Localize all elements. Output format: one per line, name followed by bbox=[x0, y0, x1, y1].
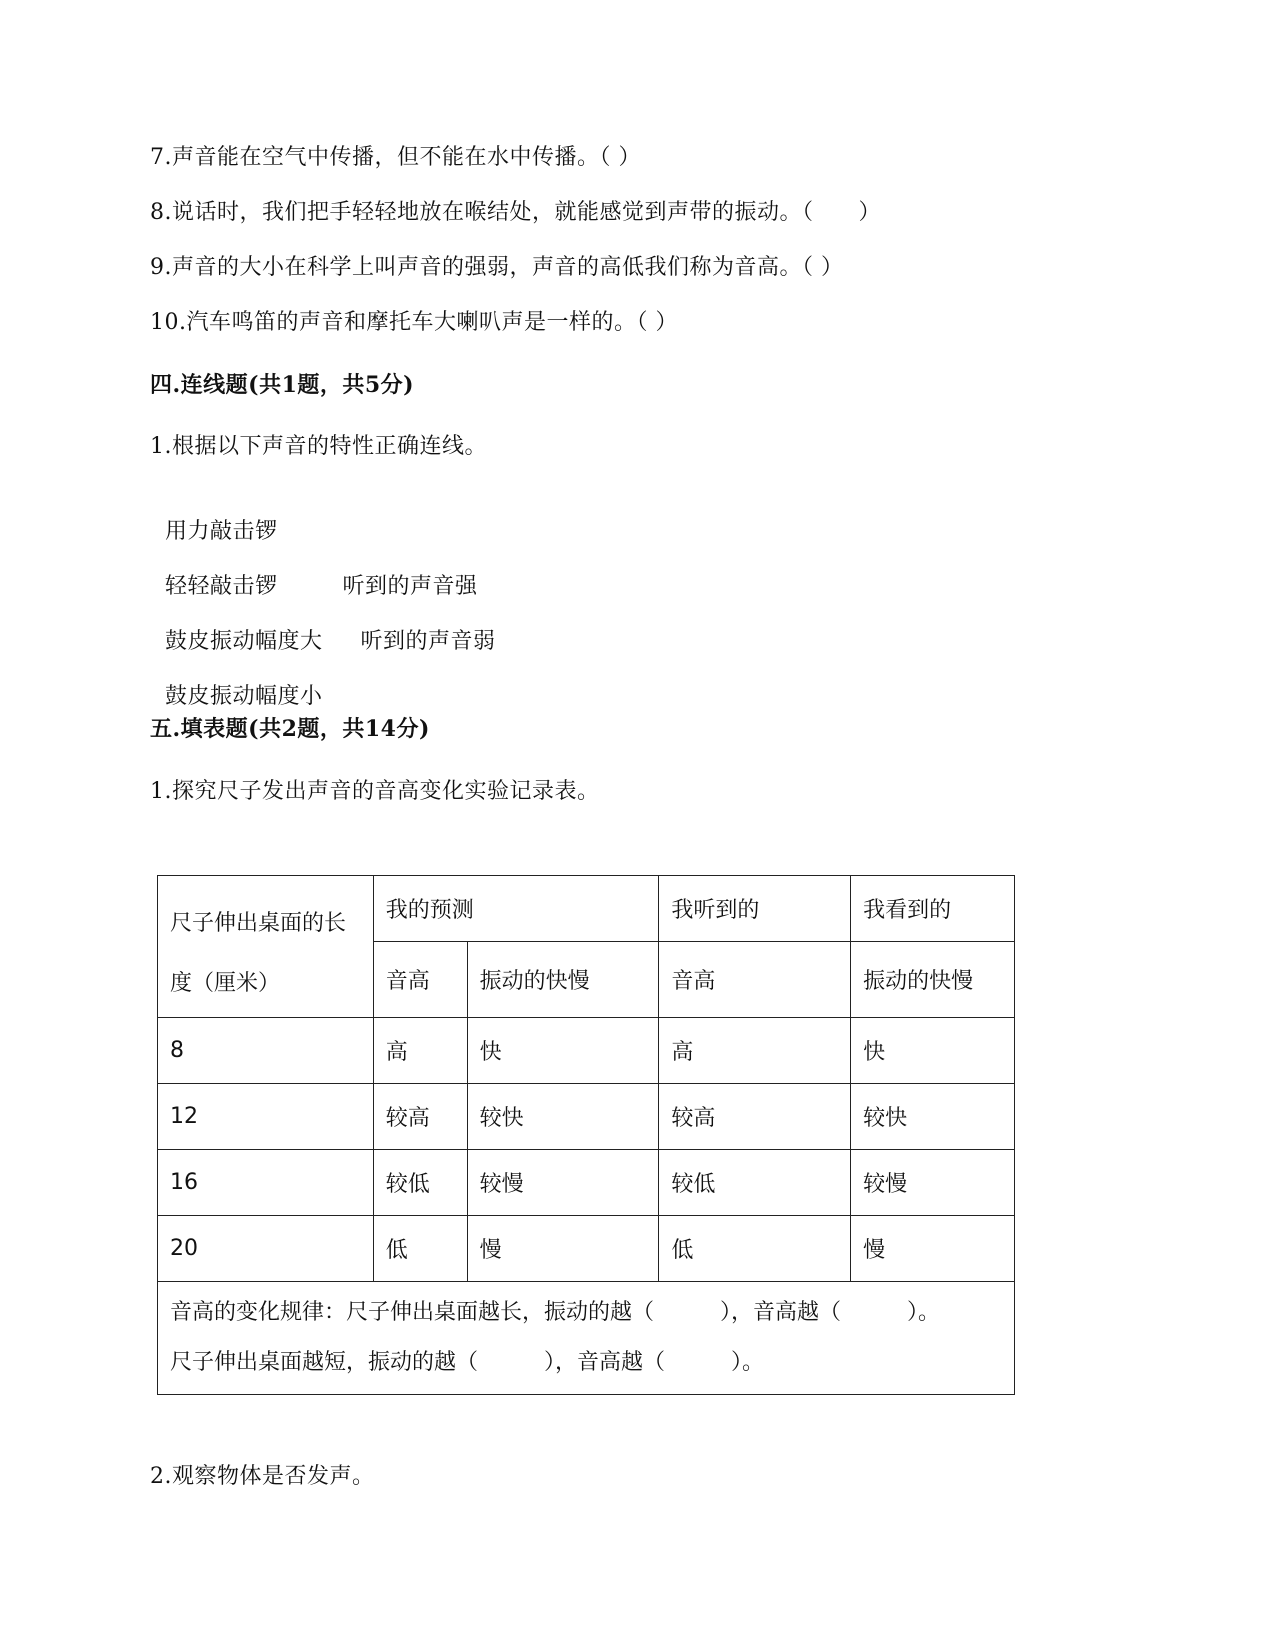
judgement-item-10: 10.汽车鸣笛的声音和摩托车大喇叭声是一样的。（ ） bbox=[150, 310, 678, 335]
table-cell: 8 bbox=[158, 1018, 374, 1084]
table-row bbox=[158, 1018, 1015, 1084]
table-cell: 较高 bbox=[659, 1084, 851, 1150]
table-cell: 较快 bbox=[467, 1084, 659, 1150]
judgement-item-8: 8.说话时，我们把手轻轻地放在喉结处，就能感觉到声带的振动。（ ） bbox=[150, 200, 881, 225]
table-cell: 16 bbox=[158, 1150, 374, 1216]
corner-header-cell: 尺子伸出桌面的长度（厘米） bbox=[158, 876, 374, 1018]
rule-line: 音高的变化规律：尺子伸出桌面越长，振动的越（ ），音高越（ ）。 bbox=[170, 1300, 941, 1325]
table-header-row bbox=[158, 876, 1015, 942]
table-cell: 12 bbox=[158, 1084, 374, 1150]
sub-header-cell: 振动的快慢 bbox=[851, 942, 1015, 1018]
sub-header-cell: 音高 bbox=[659, 942, 851, 1018]
section-heading-table: 五.填表题(共2题，共14分) bbox=[150, 716, 430, 742]
group-header-prediction: 我的预测 bbox=[373, 876, 659, 942]
table-question-1: 1.探究尺子发出声音的音高变化实验记录表。 bbox=[150, 779, 600, 804]
table-cell: 低 bbox=[373, 1216, 467, 1282]
matching-left-item: 轻轻敲击锣 bbox=[165, 574, 278, 599]
matching-row bbox=[150, 652, 323, 712]
table-row bbox=[158, 1150, 1015, 1216]
judgement-item-7: 7.声音能在空气中传播，但不能在水中传播。（ ） bbox=[150, 145, 641, 170]
sub-header-cell: 振动的快慢 bbox=[467, 942, 659, 1018]
table-cell: 高 bbox=[373, 1018, 467, 1084]
table-rule-row bbox=[158, 1282, 1015, 1395]
table-cell: 慢 bbox=[851, 1216, 1015, 1282]
matching-right-item: 听到的声音弱 bbox=[360, 629, 496, 654]
rule-cell bbox=[158, 1282, 1015, 1395]
matching-question: 1.根据以下声音的特性正确连线。 bbox=[150, 434, 487, 459]
table-cell: 快 bbox=[851, 1018, 1015, 1084]
table-cell: 20 bbox=[158, 1216, 374, 1282]
table-question-2: 2.观察物体是否发声。 bbox=[150, 1464, 375, 1489]
matching-row bbox=[150, 597, 496, 657]
group-header-heard: 我听到的 bbox=[659, 876, 851, 942]
matching-right-item: 听到的声音强 bbox=[342, 574, 478, 599]
table-cell: 较低 bbox=[373, 1150, 467, 1216]
table-cell: 低 bbox=[659, 1216, 851, 1282]
judgement-item-9: 9.声音的大小在科学上叫声音的强弱，声音的高低我们称为音高。（ ） bbox=[150, 255, 844, 280]
table-cell: 较慢 bbox=[851, 1150, 1015, 1216]
matching-left-item: 鼓皮振动幅度小 bbox=[165, 684, 323, 709]
table-row bbox=[158, 1084, 1015, 1150]
table-cell: 高 bbox=[659, 1018, 851, 1084]
matching-row bbox=[150, 487, 278, 547]
experiment-record-table bbox=[157, 875, 1015, 1395]
rule-line: 尺子伸出桌面越短，振动的越（ ），音高越（ ）。 bbox=[170, 1350, 765, 1375]
table-cell: 较低 bbox=[659, 1150, 851, 1216]
matching-row bbox=[150, 542, 478, 602]
table-cell: 慢 bbox=[467, 1216, 659, 1282]
matching-left-item: 用力敲击锣 bbox=[165, 519, 278, 544]
table-cell: 较高 bbox=[373, 1084, 467, 1150]
table-cell: 较慢 bbox=[467, 1150, 659, 1216]
sub-header-cell: 音高 bbox=[373, 942, 467, 1018]
table-cell: 快 bbox=[467, 1018, 659, 1084]
table-cell: 较快 bbox=[851, 1084, 1015, 1150]
table-row bbox=[158, 1216, 1015, 1282]
matching-left-item: 鼓皮振动幅度大 bbox=[165, 629, 323, 654]
section-heading-matching: 四.连线题(共1题，共5分) bbox=[150, 372, 415, 398]
group-header-seen: 我看到的 bbox=[851, 876, 1015, 942]
